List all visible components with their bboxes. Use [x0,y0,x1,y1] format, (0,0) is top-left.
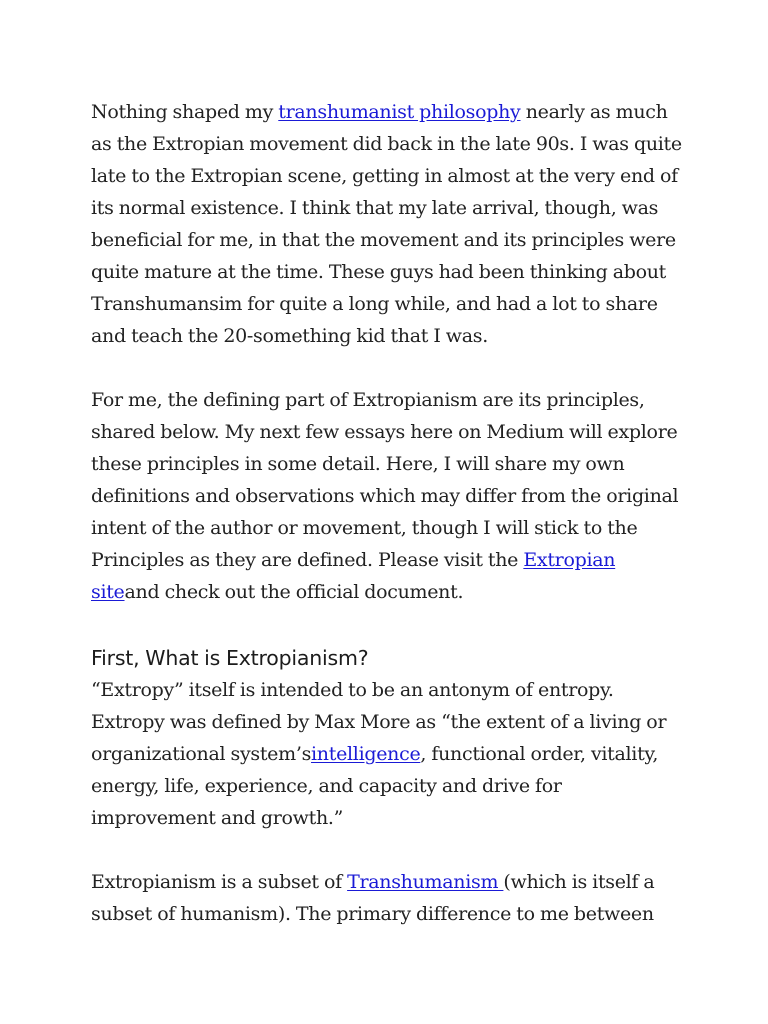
link-intelligence[interactable]: intelligence [311,743,421,765]
text-line: For me, the defining part of Extropianism are its principles, [91,389,645,411]
text-segment: organizational system’s [91,743,312,765]
text-line: beneficial for me, in that the movement and its principles were [91,229,676,251]
text-line: its normal existence. I think that my late arrival, though, was [91,197,659,219]
text-segment: and check out the official document. [124,581,464,603]
text-line [91,738,691,770]
text-line: energy, life, experience, and capacity and drive for [91,775,562,797]
link-extropian-site-part2[interactable]: site [91,581,125,603]
paragraph-extropy-definition [91,674,691,834]
text-segment: (which is itself a [503,871,655,893]
text-line: intent of the author or movement, though I will stick to the [91,517,638,539]
text-segment: Principles as they are defined. Please visit the [91,549,524,571]
link-extropian-site-part1[interactable]: Extropian [523,549,616,571]
text-segment: Nothing shaped my [91,101,279,123]
paragraph-subset [91,866,691,930]
paragraph-intro [91,96,691,352]
text-line: and teach the 20-something kid that I was. [91,325,488,347]
text-line: Extropy was defined by Max More as “the extent of a living or [91,711,667,733]
section-heading: First, What is Extropianism? [91,646,369,670]
text-line: shared below. My next few essays here on Medium will explore [91,421,678,443]
article-body [91,96,691,930]
text-line [91,96,691,128]
text-line: subset of humanism). The primary difference to me between [91,903,654,925]
text-line: late to the Extropian scene, getting in almost at the very end of [91,165,678,187]
text-segment: , functional order, vitality, [420,743,659,765]
text-segment: Extropianism is a subset of [91,871,348,893]
text-line: improvement and growth.” [91,807,344,829]
text-line: as the Extropian movement did back in the late 90s. I was quite [91,133,682,155]
text-segment: nearly as much [520,101,668,123]
text-line [91,544,691,576]
paragraph-principles [91,384,691,608]
link-transhumanism[interactable]: Transhumanism [347,871,504,893]
text-line: quite mature at the time. These guys had been thinking about [91,261,667,283]
text-line: definitions and observations which may differ from the original [91,485,679,507]
text-line: Transhumansim for quite a long while, and had a lot to share [91,293,658,315]
link-transhumanist-philosophy[interactable]: transhumanist philosophy [278,101,521,123]
text-line [91,866,691,898]
text-line: these principles in some detail. Here, I will share my own [91,453,625,475]
text-line: “Extropy” itself is intended to be an antonym of entropy. [91,679,614,701]
text-line [91,576,691,608]
